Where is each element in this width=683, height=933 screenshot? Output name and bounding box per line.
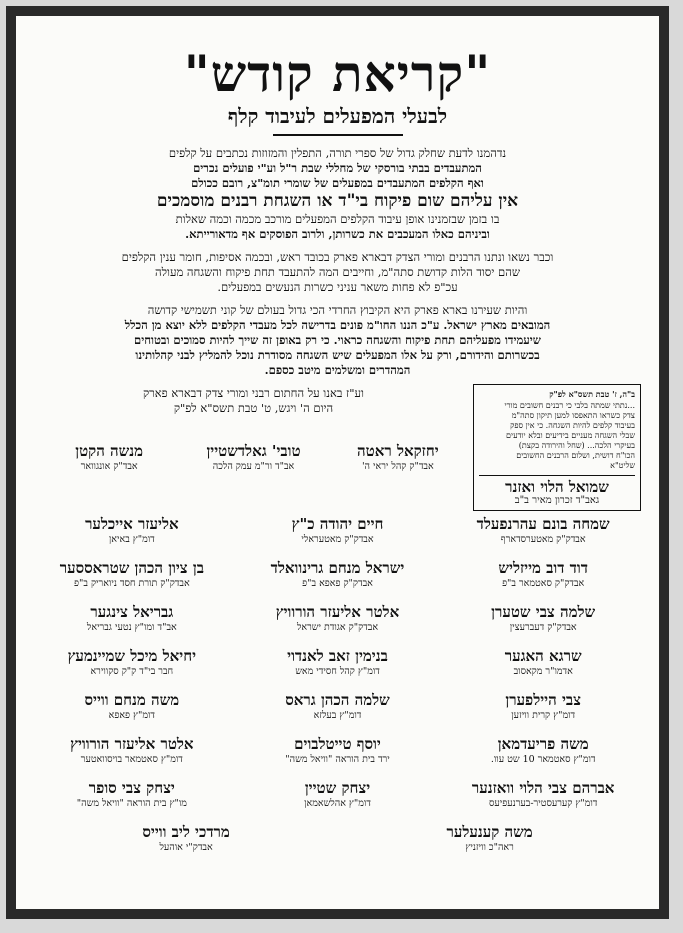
letter-signer-name: שמואל הלוי ואזנר	[505, 478, 609, 496]
signer	[34, 735, 230, 779]
text-line: והיות שעירנו בארא פארק היא הקיבוץ החרדי הכי גדול בעולם של קוני תשמישי קדושה	[147, 303, 528, 317]
signer-name: ישראל מנחם גרינוואלד	[270, 559, 405, 577]
letter-line: צדק כשראו התאפסו למען תיקון סתה"מ	[511, 411, 635, 420]
signer-name: שרגא האגער	[504, 647, 582, 665]
signer	[186, 442, 320, 486]
signer-title: חבר בי"ד ק"ק סקווירא	[90, 666, 174, 677]
signer-title: דומ"ץ קרית וויזען	[511, 710, 576, 721]
signer-title: ראה"כ וויזניץ	[465, 842, 514, 853]
signer	[240, 559, 436, 603]
letter-signer-title: גאב"ד זכרון מאיר ב"ב	[514, 495, 600, 506]
text-line: שיעמידו מפעליהם תחת פיקוח והשגחה כראוי. כי רק באופן זה שייך להיות סמוכים ובטוחים	[134, 333, 541, 347]
text-line: המובאים מארץ ישראל. ע"כ הננו החו"מ פונים בדרישה לכל מעבדי הקלפים ללא יוצא מן הכלל	[124, 318, 551, 332]
signer-name: שלמה הכהן גראס	[285, 691, 390, 709]
signer	[240, 515, 436, 559]
signer-title: אבדק"ק סאטמאר ב"פ	[502, 578, 585, 589]
signers-last-row	[34, 823, 641, 867]
text-line: היום ה' ויגש, ט' טבת תשס"א לפ"ק	[173, 401, 334, 415]
signer-title: אבדק"ק פאפא ב"פ	[302, 578, 373, 589]
signers-grid	[34, 515, 641, 823]
signer	[34, 559, 230, 603]
signer-name: צבי היילפערן	[505, 691, 581, 709]
paragraph-2	[34, 212, 641, 242]
black-border-frame	[6, 6, 669, 919]
letter-line: שליט"א	[610, 461, 635, 470]
letter-line: הכו"ח דושית, ושלום הרבנים החשובים	[516, 451, 635, 460]
paragraph-3	[34, 250, 641, 295]
text-line: בו בזמן שבזמנינו אופן עיבוד הקלפים המפעלים מורכב מכמה וכמה שאלות	[175, 212, 500, 226]
signer-title: אב"ד ור"מ עמק הלכה	[212, 461, 295, 472]
signer-title: דומ"ץ אהלשאמאן	[304, 798, 371, 809]
letter-date: ב"ה, ז' טבת תשס"א לפ"ק	[549, 389, 635, 399]
signer-title: אבדק"ק מאטערסדארף	[500, 534, 586, 545]
signer-name: דוד דוב מייזליש	[498, 559, 588, 577]
signer-title: אבדק"ק אגודת ישראל	[296, 622, 379, 633]
signer	[445, 515, 641, 559]
signer-name: יצחק צבי סופר	[88, 779, 175, 797]
signer-title: אדמו"ר מקאסוב	[513, 666, 573, 677]
proclamation-page	[16, 16, 659, 909]
signer-name: שלמה צבי שטערן	[491, 603, 596, 621]
letter-line: בעיקרי הלכה... (שחל והירודה בקצת)	[518, 441, 635, 450]
text-line: שהם יסוד הלות קדושת סתה"מ, וחייבים המה להתעבד תחת פיקוח והשגחה מעולה	[155, 265, 520, 279]
approval-section	[34, 384, 641, 511]
signer-name: בנימין זאב לאנדוי	[287, 647, 388, 665]
text-line: וכבר נשאו ונתנו הרבנים ומורי הצדק דבארא פארק בכובד ראש, ובכמה אסיפות, חומר ענין הקלפים	[121, 250, 554, 264]
signer-name: חיים יהודה כ"ץ	[291, 515, 384, 533]
text-line: ואף הקלפים המתעבדים במפעלים של שומרי תומ"צ, רובם ככולם	[191, 176, 484, 190]
signer-name: משה מנחם ווייס	[84, 691, 180, 709]
signer	[34, 779, 230, 823]
signer-name: גבריאל צינגער	[90, 603, 174, 621]
signer-name: מרדכי ליב ווייס	[142, 823, 230, 841]
signer	[445, 735, 641, 779]
signer-title: דומ"ץ פאפא	[108, 710, 155, 721]
signer-name: יחזקאל ראטה	[357, 442, 439, 460]
signer	[42, 442, 176, 486]
letter-line: שבלי השגחה מעניים בידיעים ובלא יודעים	[506, 431, 635, 440]
signer-title: אבדק"י אוהעל	[159, 842, 213, 853]
signer	[240, 603, 436, 647]
signer	[34, 647, 230, 691]
signer-title: אב"ד ומו"ץ נטעי גבריאל	[86, 622, 177, 633]
signer-title: דומ"ץ בעלזא	[313, 710, 362, 721]
signer-name: מנשה הקטן	[75, 442, 144, 460]
signer	[331, 442, 465, 486]
text-line: בכשרותם והידורם, ורק על אלו המפעלים שיש השגחה מסודרת נוכל להמליץ לבני קהלותינו	[135, 348, 540, 362]
signer-name: יחיאל מיכל שמיינמעץ	[67, 647, 197, 665]
page-subtitle: לבעלי המפעלים לעיבוד קלף	[227, 104, 448, 128]
signer-title: אבד"ק קהל יראי ה'	[361, 461, 434, 472]
headline-statement: אין עליהם שום פיקוח בי"ד או השגחת רבנים מוסמכים	[156, 191, 519, 211]
signer-title: דומ"ץ סאטמאר בויסוואטער	[80, 754, 183, 765]
title-divider	[273, 134, 403, 136]
signing-statement	[34, 384, 473, 486]
approbation-letter-box	[473, 384, 641, 511]
signer	[445, 779, 641, 823]
page-title: "קריאת קודש"	[183, 44, 492, 103]
signer	[240, 779, 436, 823]
signer-title: דומ"ץ קערעסטיר-בערנעפיעס	[489, 798, 598, 809]
signer	[34, 691, 230, 735]
signer-title: אבדק"ק מאטעראלי	[301, 534, 374, 545]
signer-name: משה קענעלער	[446, 823, 533, 841]
signer	[445, 603, 641, 647]
signer-name: אלטר אליעזר הורוויץ	[275, 603, 400, 621]
signers-row-1	[42, 442, 465, 486]
signer-name: יוסף טייטלבוים	[294, 735, 381, 753]
signer-title: דומ"ץ סאטמאר 10 שט עוו.	[490, 754, 596, 765]
signer	[240, 735, 436, 779]
signer	[240, 647, 436, 691]
text-line: המהדרים ומשלמים מיטב כספם.	[264, 363, 411, 377]
signer-name: משה פריעדמאן	[497, 735, 589, 753]
signer-title: דומ"ץ קהל חסידי מאש	[295, 666, 380, 677]
signer	[34, 515, 230, 559]
signer-name: אליעזר אייכלער	[85, 515, 179, 533]
signer-name: שמחה בונם עהרנפעלד	[476, 515, 610, 533]
signer-name: יצחק שטיין	[304, 779, 371, 797]
letter-line: ...נתתי שמתה בלבי כי רבנים חשובים מורי	[504, 401, 635, 410]
signer-name: בן ציון הכהן שטראססער	[59, 559, 204, 577]
signer-name: טובי' גאלדשטיין	[206, 442, 301, 460]
text-line: וע"ז באנו על החתום רבני ומורי צדק דבארא פארק	[142, 386, 365, 400]
signer-title: אבד"ק אונגוואר	[80, 461, 138, 472]
signer-title: מו"ץ בית הוראה "וויאל משה"	[76, 798, 187, 809]
signer-title: אבדק"ק דעברעצין	[509, 622, 577, 633]
signer-title: ירד בית הוראה "וויאל משה"	[285, 754, 390, 765]
paragraph-1	[34, 146, 641, 191]
letter-line: בעיבוד קלפים להיות השגחה. כי אין ספק	[510, 421, 635, 430]
signer-name: אברהם צבי הלוי וואזנער	[471, 779, 615, 797]
signer	[447, 823, 533, 867]
signer-title: אבדק"ק תורת חסד ניואריק ב"פ	[74, 578, 190, 589]
signer-name: אלטר אליעזר הורוויץ	[70, 735, 194, 753]
signer	[445, 647, 641, 691]
text-line: וביניהם כאלו המעכבים את כשרותן, ולרוב הפוסקים אף מדאורייתא.	[185, 227, 490, 241]
paragraph-4	[34, 303, 641, 378]
text-line: המתעבדים בבתי בורסקי של מחללי שבת ר"ל וע"י פועלים נכרים	[193, 161, 482, 175]
text-line: נדהמנו לדעת שחלק גדול של ספרי תורה, התפלין והמזוזות נכתבים על קלפים	[168, 146, 507, 160]
signer	[445, 691, 641, 735]
signer-title: דומ"ץ באיאן	[108, 534, 155, 545]
signer	[34, 603, 230, 647]
signer	[445, 559, 641, 603]
signer	[240, 691, 436, 735]
signer	[142, 823, 229, 867]
text-line: עכ"פ לא פחות משאר עניני כשרות הנעשים במפעלים.	[217, 280, 458, 294]
